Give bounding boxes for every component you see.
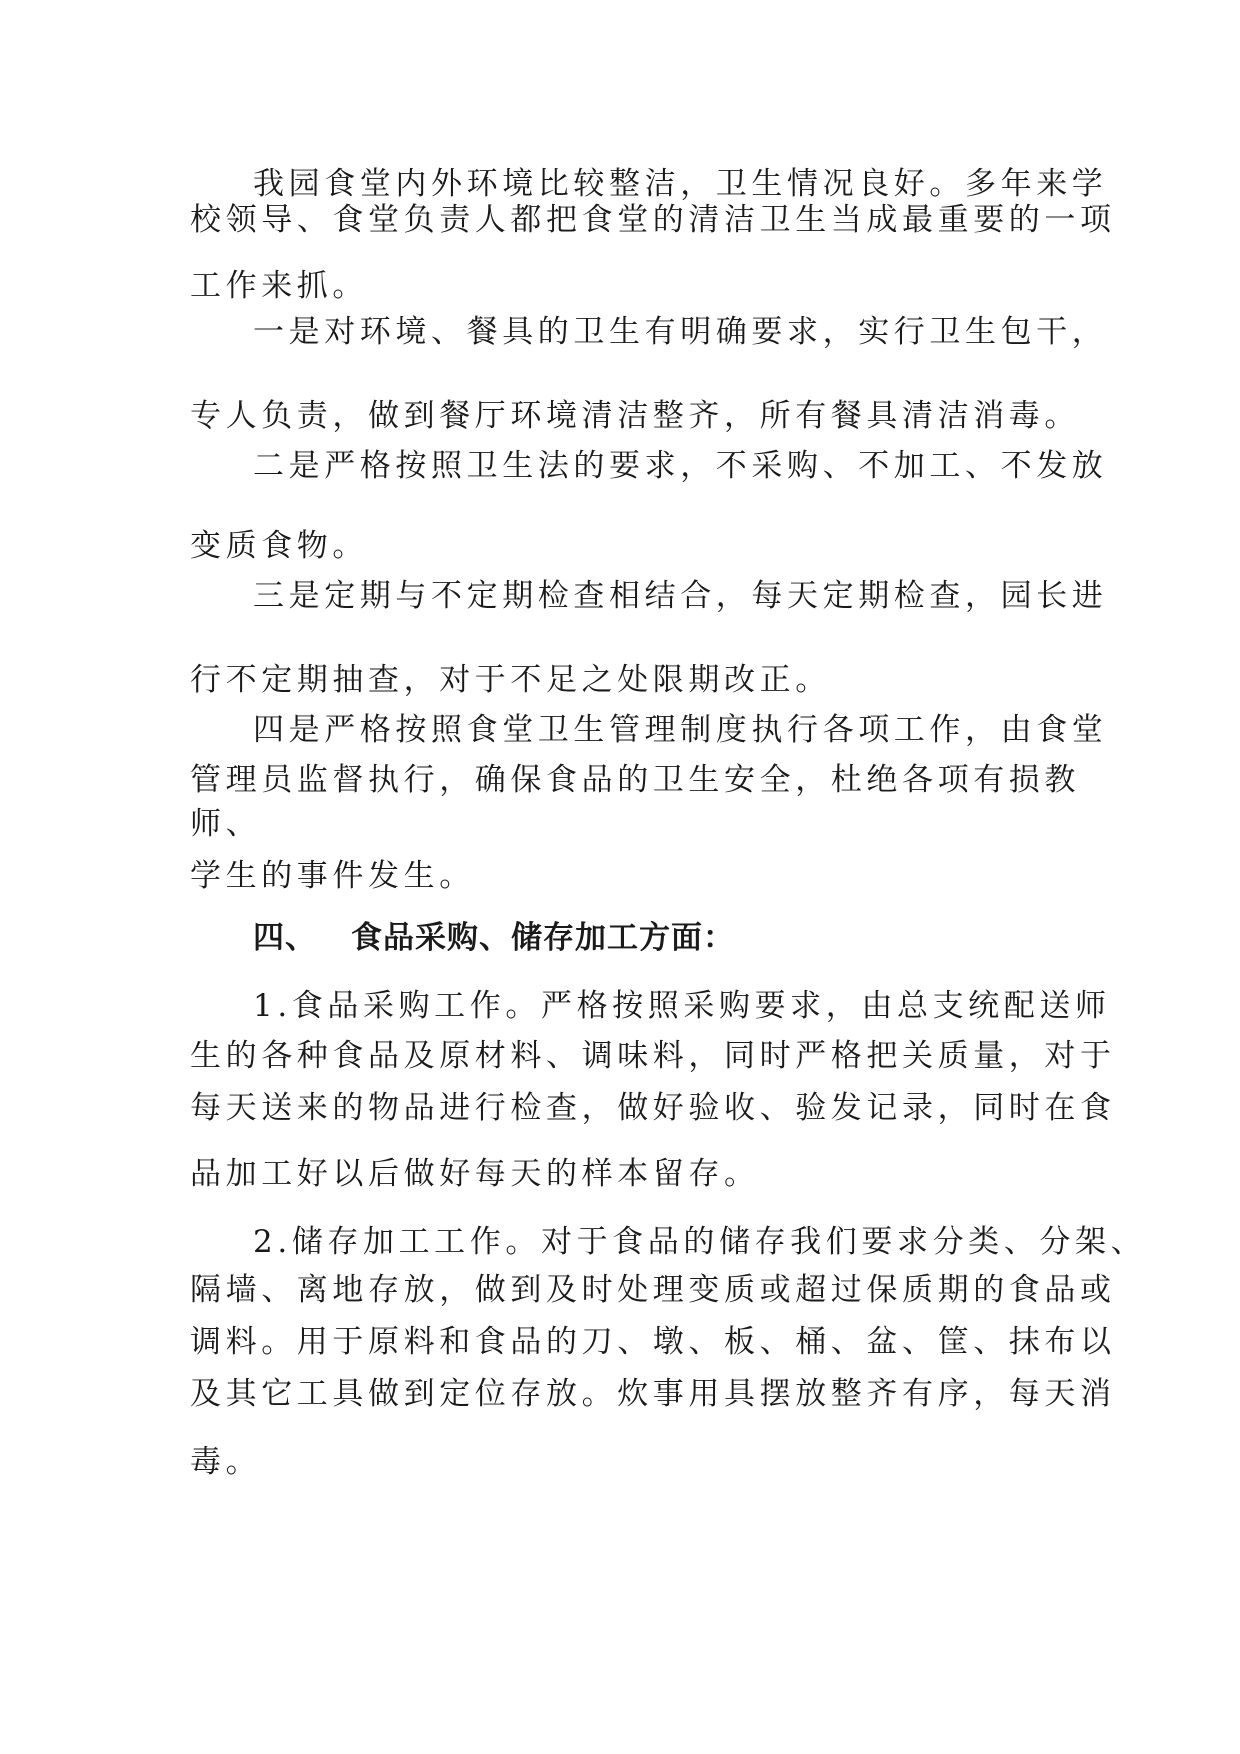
section-heading-number: 四、	[253, 920, 317, 956]
text-line: 隔墙、离地存放，做到及时处理变质或超过保质期的食品或	[190, 1272, 1116, 1308]
text-line: 生的各种食品及原材料、调味料，同时严格把关质量，对于	[190, 1038, 1116, 1074]
text-line: 四是严格按照食堂卫生管理制度执行各项工作，由食堂	[253, 712, 1108, 748]
text-line: 专人负责，做到餐厅环境清洁整齐，所有餐具清洁消毒。	[190, 398, 1080, 434]
text-line: 每天送来的物品进行检查，做好验收、验发记录，同时在食	[190, 1090, 1116, 1126]
text-line: 及其它工具做到定位存放。炊事用具摆放整齐有序，每天消	[190, 1376, 1116, 1412]
text-line: 我园食堂内外环境比较整洁，卫生情况良好。多年来学	[253, 166, 1108, 202]
text-line: 行不定期抽查，对于不足之处限期改正。	[190, 662, 831, 698]
text-line: 师、	[190, 806, 262, 842]
text-line: 学生的事件发生。	[190, 858, 475, 894]
text-line: 毒。	[190, 1444, 262, 1480]
text-line: 二是严格按照卫生法的要求，不采购、不加工、不发放	[253, 448, 1108, 484]
text-line: 校领导、食堂负责人都把食堂的清洁卫生当成最重要的一项	[190, 202, 1116, 238]
text-line: 变质食物。	[190, 528, 368, 564]
text-line: 一是对环境、餐具的卫生有明确要求，实行卫生包干，	[253, 314, 1108, 350]
section-heading-title: 食品采购、储存加工方面：	[351, 920, 735, 956]
text-line: 三是定期与不定期检查相结合，每天定期检查，园长进	[253, 578, 1108, 614]
section-heading	[253, 918, 735, 958]
text-line: 品加工好以后做好每天的样本留存。	[190, 1156, 760, 1192]
text-line: 调料。用于原料和食品的刀、墩、板、桶、盆、筐、抹布以	[190, 1324, 1116, 1360]
text-line: 工作来抓。	[190, 268, 368, 304]
text-line: 管理员监督执行，确保食品的卫生安全，杜绝各项有损教	[190, 762, 1080, 798]
text-line: 2.储存加工工作。对于食品的储存我们要求分类、分架、	[253, 1224, 1147, 1260]
text-line: 1.食品采购工作。严格按照采购要求，由总支统配送师	[253, 988, 1111, 1024]
